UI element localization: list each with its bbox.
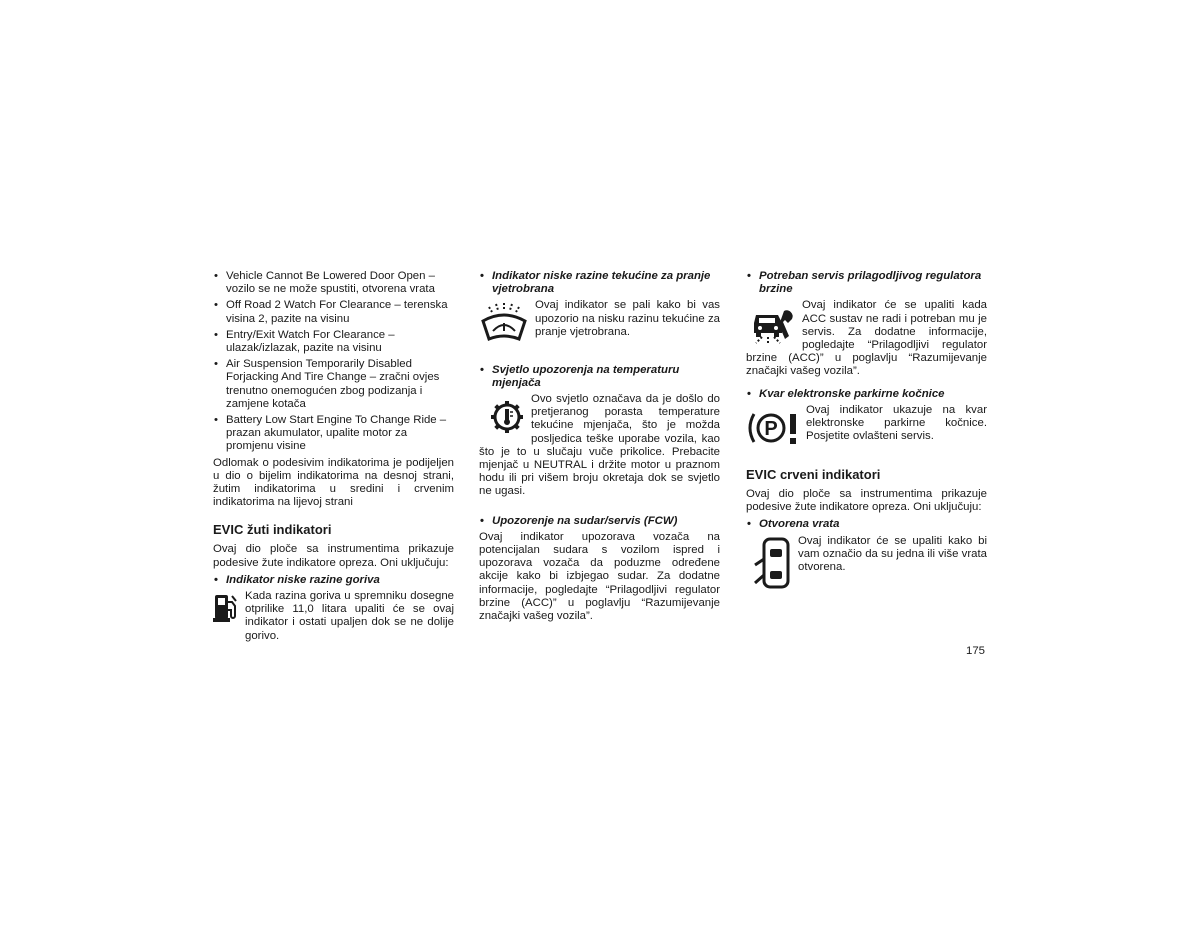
washer-indicator-title: • Indikator niske razine tekućine za pranje vjetrobrana <box>479 270 720 296</box>
list-item: • Air Suspension Temporarily Disabled Forjacking And Tire Change – zračni ovjes trenutno onemogućen zbog podizanja i zamjene kotača <box>213 358 454 411</box>
epb-title: • Kvar elektronske parkirne kočnice <box>746 388 987 401</box>
trans-temp-title: • Svjetlo upozorenja na temperaturu mjenjača <box>479 364 720 390</box>
washer-indicator-block <box>479 299 720 351</box>
fcw-title: • Upozorenje na sudar/servis (FCW) <box>479 515 720 528</box>
section-heading-red: EVIC crveni indikatori <box>746 467 881 483</box>
door-open-block <box>746 535 987 595</box>
section-intro-red: Ovaj dio ploče sa instrumentima prikazuje podesive žute indikatore opreza. Oni uključuju: <box>746 488 987 514</box>
fcw-text: Ovaj indikator upozorava vozača na potencijalan sudara s vozilom ispred i upozorava vozača da poduzme određene akcije kako bi izbjegao sudar. Za dodatne informacije, pogledajte “Prilagodljivi regulator brzine (ACC)” u poglavlju “Razumijevanje značajki vašeg vozila”. <box>479 530 720 623</box>
fuel-indicator-title: • Indikator niske razine goriva <box>213 574 454 587</box>
list-item: • Off Road 2 Watch For Clearance – terenska visina 2, pazite na visinu <box>213 299 454 325</box>
trans-temp-block <box>479 393 720 503</box>
list-item: • Battery Low Start Engine To Change Ride – prazan akumulator, upalite motor za promjenu visine <box>213 414 454 454</box>
epb-text: Ovaj indikator ukazuje na kvar elektronske parkirne kočnice. Posjetite ovlašteni servis. <box>806 403 987 443</box>
acc-service-icon <box>752 307 796 349</box>
svg-text:P: P <box>764 417 778 440</box>
indicator-overview-paragraph: Odlomak o podesivim indikatorima je podijeljen u dio o bijelim indikatorima na desnoj strani, žutim indikatorima u sredini i crvenim indikatorima na lijevoj strani <box>213 456 454 509</box>
electronic-parking-brake-icon <box>746 408 800 452</box>
list-item: • Vehicle Cannot Be Lowered Door Open – vozilo se ne može spustiti, otvorena vrata <box>213 270 454 296</box>
washer-fluid-icon <box>479 301 529 349</box>
section-intro: Ovaj dio ploče sa instrumentima prikazuje podesive žute indikatore opreza. Oni uključuju: <box>213 543 454 569</box>
trans-temp-text: Ovo svjetlo označava da je došlo do pretjeranog porasta temperature tekućine mjenjača, što je možda posljedica teške uporabe vozila, kao što je to u slučaju vuče prikolice. Prebacite mjenjač u NEUTRAL i držite motor u praznom hodu ili pri višem broju okretaja dok se svjetlo ne ugasi. <box>479 393 720 498</box>
acc-service-title: • Potreban servis prilagodljivog regulatora brzine <box>746 270 987 296</box>
door-open-text: Ovaj indikator će se upaliti kako bi vam označio da su jedna ili više vrata otvorena. <box>798 534 987 574</box>
page-number: 175 <box>966 645 986 657</box>
epb-block <box>746 404 987 454</box>
column-middle <box>479 270 720 627</box>
column-left <box>213 270 454 659</box>
washer-indicator-text: Ovaj indikator se pali kako bi vas upozorio na nisku razinu tekućine za pranje vjetrobrana. <box>535 299 720 338</box>
section-heading-yellow: EVIC žuti indikatori <box>213 522 332 538</box>
column-right <box>746 270 987 607</box>
fuel-pump-icon <box>213 592 239 628</box>
fuel-indicator-block <box>213 590 454 647</box>
door-open-title: • Otvorena vrata <box>746 518 987 531</box>
acc-service-text: Ovaj indikator će se upaliti kada ACC sustav ne radi i potreban mu je servis. Za dodatne informacije, pogledajte “Prilagodljivi regulator brzine (ACC)” u poglavlju “Razumijevanje značajki vašeg vozila”. <box>746 299 987 378</box>
list-item: • Entry/Exit Watch For Clearance – ulazak/izlazak, pazite na visinu <box>213 329 454 355</box>
fuel-indicator-text: Kada razina goriva u spremniku dosegne otprilike 11,0 litara upaliti će se ovaj indikator i ostati upaljen dok se ne dolije gorivo. <box>245 590 454 642</box>
door-open-icon <box>752 537 792 593</box>
acc-service-block <box>746 299 987 382</box>
transmission-temperature-icon <box>489 399 525 439</box>
